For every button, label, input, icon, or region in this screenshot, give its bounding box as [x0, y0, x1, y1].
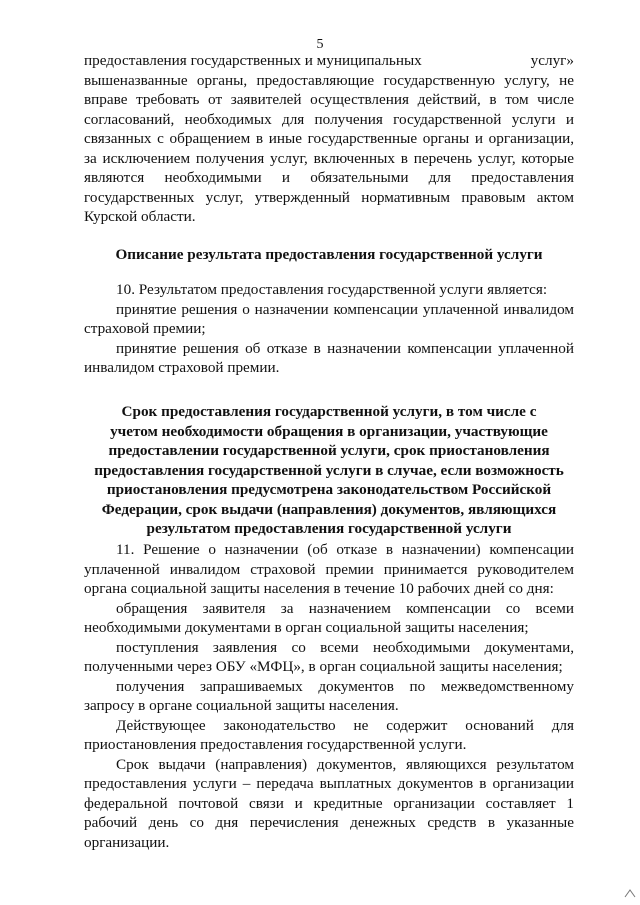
- intro-line-7: являются необходимыми и обязательными для предоставления: [84, 169, 574, 186]
- intro-line-4: согласований, необходимых для получения государственной услуги и: [84, 110, 574, 128]
- heading-line-5: приостановления предусмотрена законодательством Российской: [106, 481, 552, 498]
- p10-line-3: страховой премии;: [84, 320, 206, 337]
- paragraph-11: [84, 540, 574, 852]
- p11-line-1: 11. Решение о назначении (об отказе в назначении) компенсации: [116, 541, 574, 558]
- section-result-heading: [84, 245, 574, 265]
- p10-line-1: 10. Результатом предоставления государственной услуги является:: [116, 281, 548, 298]
- p10-line-4: принятие решения об отказе в назначении компенсации уплаченной: [116, 339, 574, 357]
- item-e-line-4: рабочий день со дня перечисления денежных средств в указанные: [84, 814, 574, 831]
- item-b-line-1: поступления заявления со всеми необходимыми документами,: [116, 638, 574, 656]
- item-c-line-2: запросу в органе социальной защиты населения.: [84, 697, 399, 714]
- item-e-line-1: Срок выдачи (направления) документов, являющихся результатом: [116, 755, 574, 773]
- p10-line-2: принятие решения о назначении компенсации уплаченной инвалидом: [116, 300, 574, 318]
- p10-line-5: инвалидом страховой премии.: [84, 359, 280, 376]
- intro-line-1-left: предоставления государственных и муниципальных: [84, 52, 422, 69]
- heading-line-7: результатом предоставления государственной услуги: [146, 520, 512, 537]
- page-number: 5: [316, 37, 324, 52]
- item-e-line-3: федеральной почтовой связи и кредитные организации составляет 1: [84, 794, 574, 812]
- p11-line-3: органа социальной защиты населения в течение 10 рабочих дней со дня:: [84, 580, 554, 597]
- item-d-line-1: Действующее законодательство не содержит оснований для: [116, 716, 574, 734]
- section-heading: Описание результата предоставления государственной услуги: [115, 246, 543, 263]
- paragraph-10: [84, 280, 574, 378]
- corner-mark-icon: [624, 888, 636, 898]
- heading-line-3: предоставлении государственной услуги, срок приостановления: [108, 442, 550, 459]
- intro-line-1: [84, 51, 574, 71]
- intro-line-2: вышеназванные органы, предоставляющие государственную услугу, не: [84, 71, 574, 89]
- item-a-line-2: необходимыми документами в орган социальной защиты населения;: [84, 619, 529, 636]
- item-d-line-2: приостановления предоставления государственной услуги.: [84, 736, 467, 753]
- intro-line-5: связанных с обращением в иные государственные органы и организации,: [84, 130, 574, 147]
- heading-line-1: Срок предоставления государственной услуги, в том числе с: [121, 403, 537, 420]
- p11-line-2: уплаченной инвалидом страховой премии принимается руководителем: [84, 560, 574, 578]
- intro-line-6: за исключением получения услуг, включенных в перечень услуг, которые: [84, 149, 574, 167]
- heading-line-4: предоставления государственной услуги в случае, если возможность: [94, 461, 564, 479]
- item-c-line-1: получения запрашиваемых документов по межведомственному: [116, 677, 574, 695]
- intro-paragraph: [84, 51, 574, 227]
- intro-line-8: государственных услуг, утвержденный нормативным правовым актом: [84, 188, 574, 206]
- intro-line-3: вправе требовать от заявителей осуществления действий, в том числе: [84, 91, 574, 108]
- item-e-line-2: предоставления услуги – передача выплатных документов в организации: [84, 775, 574, 792]
- item-e-line-5: организации.: [84, 833, 170, 851]
- section-term-heading: [84, 402, 574, 539]
- heading-line-2: учетом необходимости обращения в организации, участвующие: [110, 422, 548, 440]
- item-b-line-2: полученными через ОБУ «МФЦ», в орган социальной защиты населения;: [84, 658, 563, 675]
- heading-line-6: Федерации, срок выдачи (направления) документов, являющихся: [101, 500, 557, 518]
- item-a-line-1: обращения заявителя за назначением компенсации со всеми: [116, 599, 574, 617]
- intro-line-9: Курской области.: [84, 208, 196, 225]
- intro-line-1-right: услуг»: [530, 52, 574, 69]
